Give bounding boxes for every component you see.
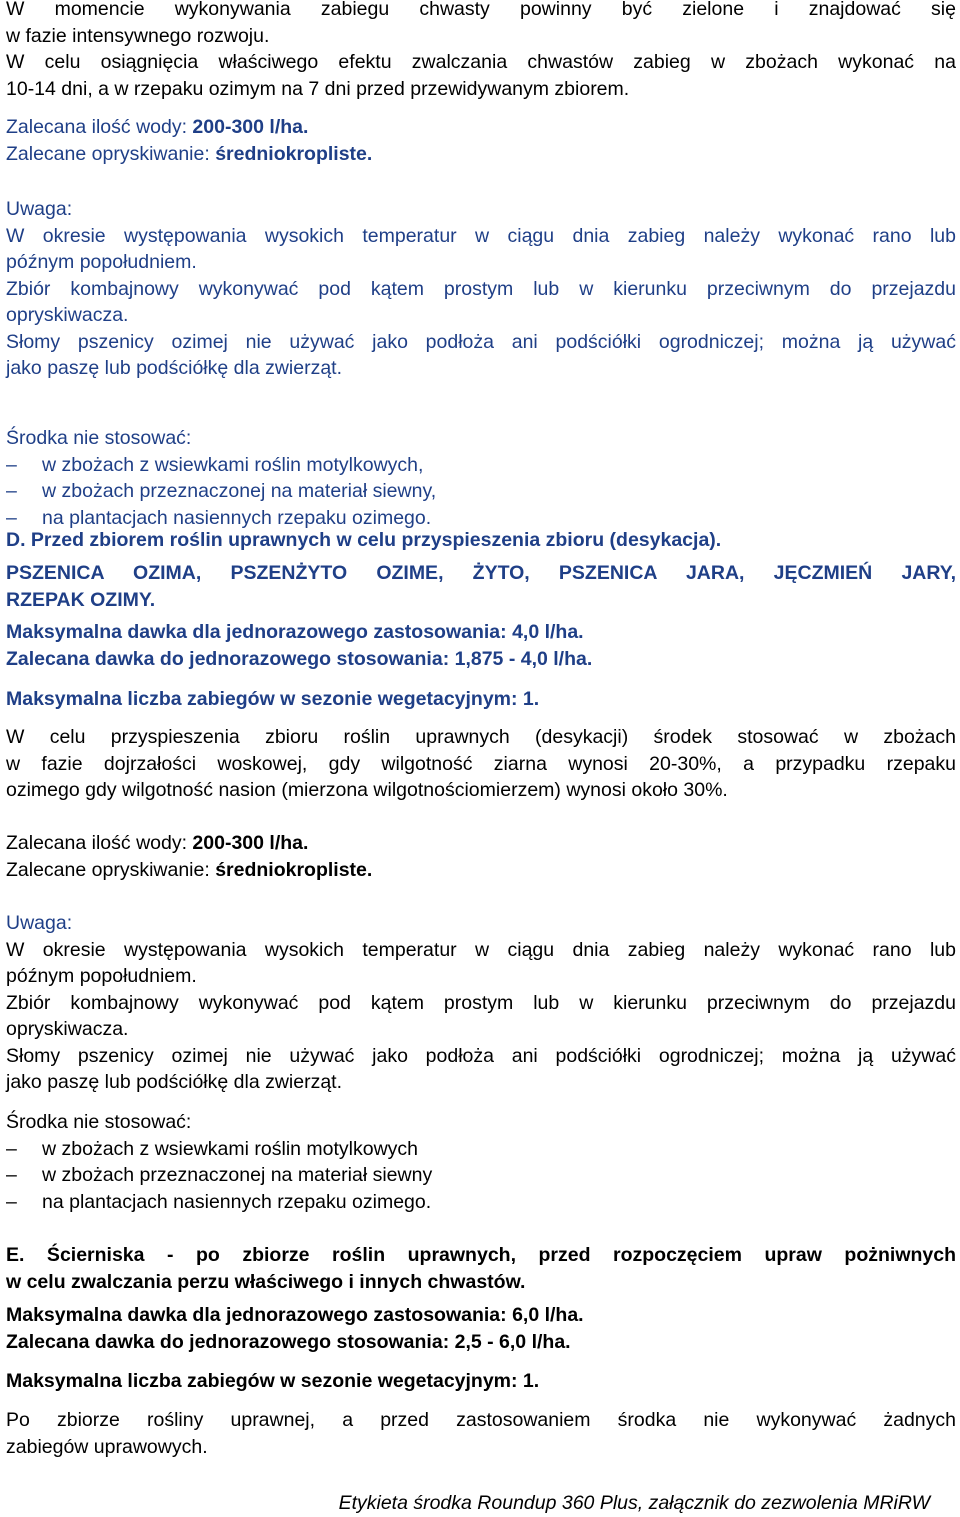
note-text: jako paszę lub podściółkę dla zwierząt. [6, 1071, 343, 1093]
section-d-crops [6, 560, 956, 613]
dash-icon: – [6, 1164, 17, 1186]
section-d-doses [6, 619, 956, 672]
spray-type: Zalecane opryskiwanie: średniokropliste. [6, 142, 373, 165]
crops-line: RZEPAK OZIMY. [6, 588, 156, 611]
desc-line: Po zbiorze rośliny uprawnej, a przed zastosowaniem środka nie wykonywać żadnych [6, 1409, 956, 1431]
section-d-water-spray [6, 830, 956, 883]
section-d-max-treatments [6, 686, 956, 713]
restrictions [6, 1109, 956, 1215]
section-e-title: w celu zwalczania perzu właściwego i innych chwastów. [6, 1270, 526, 1293]
list-item: – w zbożach przeznaczonej na materiał siewny, [6, 478, 956, 505]
max-dose: Maksymalna dawka dla jednorazowego zastosowania: 4,0 l/ha. [6, 621, 584, 643]
restrictions-heading: Środka nie stosować: [6, 427, 192, 449]
dash-icon: – [6, 1137, 17, 1160]
water-amount: Zalecana ilość wody: 200-300 l/ha. [6, 116, 309, 138]
desc-line: zabiegów uprawowych. [6, 1435, 208, 1458]
section-e-doses [6, 1302, 956, 1355]
spray-type: Zalecane opryskiwanie: średniokropliste. [6, 858, 373, 881]
page-footer: Etykieta środka Roundup 360 Plus, załącznik do zezwolenia MRiRW [338, 1492, 930, 1514]
restrictions-list [6, 452, 956, 532]
intro-line: W celu osiągnięcia właściwego efektu zwalczania chwastów zabieg w zbożach wykonać na [6, 51, 956, 73]
note-text: późnym popołudniem. [6, 251, 197, 273]
max-treatments: Maksymalna liczba zabiegów w sezonie wegetacyjnym: 1. [6, 1370, 540, 1392]
section-e-title-block [6, 1242, 956, 1295]
note-text: Słomy pszenicy ozimej nie używać jako podłoża ani podściółki ogrodniczej; można ją używać [6, 330, 956, 353]
rec-dose: Zalecana dawka do jednorazowego stosowania: 1,875 - 4,0 l/ha. [6, 647, 593, 670]
note-section [6, 196, 956, 382]
dash-icon: – [6, 453, 17, 476]
restrictions-list [6, 1136, 956, 1216]
list-item: – na plantacjach nasiennych rzepaku ozimego. [6, 1189, 956, 1216]
list-item: – w zbożach z wsiewkami roślin motylkowych [6, 1136, 956, 1163]
note-text: jako paszę lub podściółkę dla zwierząt. [6, 357, 343, 379]
restrictions [6, 425, 956, 531]
section-e-max-treatments [6, 1368, 956, 1395]
water-amount: Zalecana ilość wody: 200-300 l/ha. [6, 832, 309, 854]
section-d-description [6, 724, 956, 804]
intro-line: W momencie wykonywania zabiegu chwasty powinny być zielone i znajdować się [6, 0, 956, 20]
dash-icon: – [6, 506, 17, 529]
section-e-description [6, 1407, 956, 1460]
note-text: Zbiór kombajnowy wykonywać pod kątem prostym lub w kierunku przeciwnym do przejazdu [6, 277, 956, 300]
section-d-title-block [6, 527, 956, 554]
desc-line: w fazie dojrzałości woskowej, gdy wilgotność ziarna wynosi 20-30%, a przypadku rzepaku [6, 752, 956, 775]
note-text: Zbiór kombajnowy wykonywać pod kątem prostym lub w kierunku przeciwnym do przejazdu [6, 991, 956, 1014]
note-heading: Uwaga: [6, 912, 73, 934]
note-text: W okresie występowania wysokich temperatur w ciągu dnia zabieg należy wykonać rano lub [6, 938, 956, 961]
crops-line: PSZENICA OZIMA, PSZENŻYTO OZIME, ŻYTO, PSZENICA JARA, JĘCZMIEŃ JARY, [6, 562, 956, 584]
desc-line: W celu przyspieszenia zbioru roślin uprawnych (desykacji) środek stosować w zbożach [6, 726, 956, 748]
list-item: – w zbożach z wsiewkami roślin motylkowych, [6, 452, 956, 479]
note-text: Słomy pszenicy ozimej nie używać jako podłoża ani podściółki ogrodniczej; można ją używać [6, 1044, 956, 1067]
max-dose: Maksymalna dawka dla jednorazowego zastosowania: 6,0 l/ha. [6, 1304, 584, 1326]
list-item: – na plantacjach nasiennych rzepaku ozimego. [6, 505, 956, 532]
note-text: W okresie występowania wysokich temperatur w ciągu dnia zabieg należy wykonać rano lub [6, 224, 956, 247]
section-d-title: D. Przed zbiorem roślin uprawnych w celu przyspieszenia zbioru (desykacja). [6, 529, 722, 551]
note-section [6, 910, 956, 1096]
intro-water-spray [6, 114, 956, 167]
list-item: – w zbożach przeznaczonej na materiał siewny [6, 1162, 956, 1189]
desc-line: ozimego gdy wilgotność nasion (mierzona wilgotnościomierzem) wynosi około 30%. [6, 779, 728, 801]
rec-dose: Zalecana dawka do jednorazowego stosowania: 2,5 - 6,0 l/ha. [6, 1330, 571, 1353]
intro-section [6, 0, 956, 102]
intro-line: w fazie intensywnego rozwoju. [6, 24, 270, 47]
restrictions-heading: Środka nie stosować: [6, 1111, 192, 1133]
dash-icon: – [6, 480, 17, 502]
dash-icon: – [6, 1190, 17, 1213]
note-text: opryskiwacza. [6, 304, 129, 326]
note-heading: Uwaga: [6, 198, 73, 220]
section-e-title: E. Ścierniska - po zbiorze roślin uprawnych, przed rozpoczęciem upraw pożniwnych [6, 1244, 956, 1266]
note-text: opryskiwacza. [6, 1018, 129, 1040]
note-text: późnym popołudniem. [6, 965, 197, 987]
intro-line: 10-14 dni, a w rzepaku ozimym na 7 dni przed przewidywanym zbiorem. [6, 77, 630, 100]
max-treatments: Maksymalna liczba zabiegów w sezonie wegetacyjnym: 1. [6, 688, 540, 710]
